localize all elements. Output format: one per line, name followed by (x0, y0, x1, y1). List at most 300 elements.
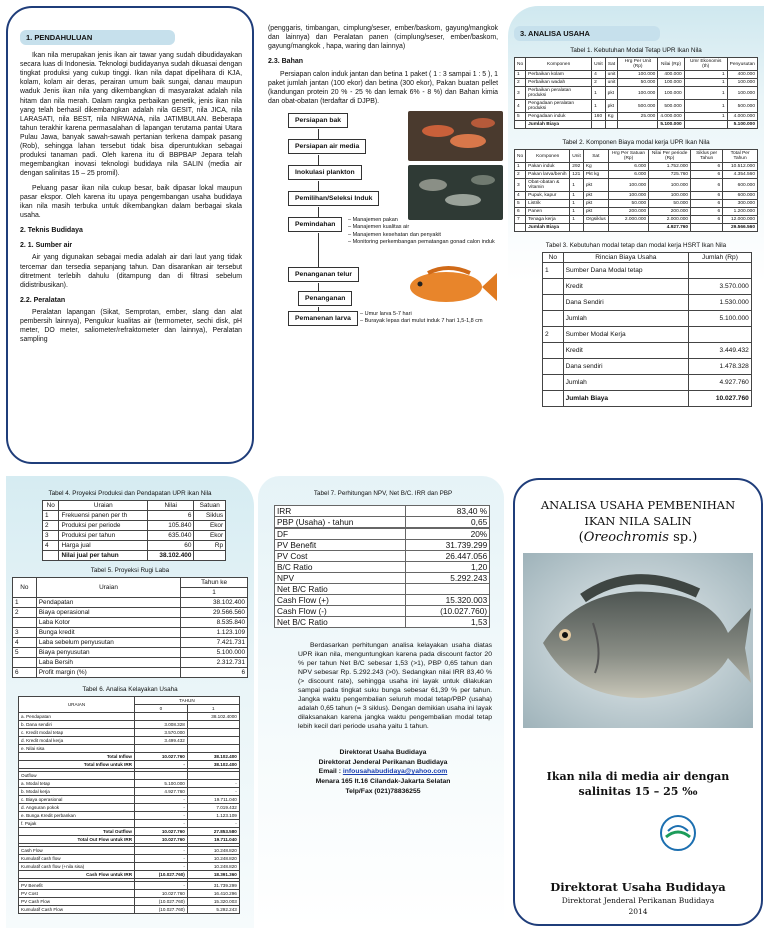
summary-text (298, 642, 492, 732)
table-row (19, 820, 240, 828)
table-cell: 100.000 (649, 179, 691, 192)
table-cell: 5.100.000 (658, 121, 684, 129)
table-header-cell: Siklus per Tahun (691, 150, 723, 163)
table-cell: Pengadaan induk (526, 113, 592, 121)
table-cell: pkt (605, 87, 618, 100)
table-cell (684, 121, 727, 129)
table-cell: 6 (181, 668, 248, 678)
table-row (19, 828, 240, 836)
table-row (515, 200, 758, 208)
table-cell: 38.102.4000 (187, 713, 239, 721)
table-cell: 27.853.580 (187, 828, 239, 836)
table-header-cell: No (515, 58, 526, 71)
table-cell: Cash Flow (-) (275, 606, 406, 617)
table-cell: 20% (406, 529, 490, 540)
table-cell: Ekor (194, 531, 226, 541)
larva-notes (360, 311, 483, 326)
table-cell: 1 (684, 100, 727, 113)
table-cell: 18.391.360 (187, 871, 239, 879)
table-cell: 635.040 (148, 531, 194, 541)
contact-email-link[interactable]: infousahabudidaya@yahoo.com (342, 768, 448, 776)
table-cell: 1 (570, 192, 584, 200)
table-cell: pkt (605, 100, 618, 113)
table-row (515, 163, 758, 171)
table-cell: 10.027.760 (135, 890, 188, 898)
table-cell: Total Inflow (19, 753, 135, 761)
table-cell (543, 359, 564, 375)
table-cell: 6 (691, 216, 723, 224)
contact-phone: Telp/Fax (021)78836255 (345, 788, 421, 796)
intro-paragraph-1: Ikan nila merupakan jenis ikan air tawar yang sudah dibudidayakan secara luas di Indonesia. Teknologi budidayanya sudah dikuasai dengan tingkat produksi yang cukup tinggi. Ikan nila dapat dipelihara di KJA, kolam, kolam air deras, perairan umum baik sungai, danau maupun waduk Jenis ikan nila yang dikembangkan di masyarakat adalah nila hitam dan nila merah. Dalam rangka perbaikan genetik, jenis ikan nila yang telah berhasil dikembangkan adalah nila GESIT, nila JICA, nila LARASATI, nila BEST, nila NIRWANA, nila JATIMBULAN. Beberapa tahun terakhir karena permasalahan di lapangan terutama pantai Utara Pulau Jawa, banyak sawah-sawah pertanian terkena dampak pasang (Rob), sehingga lahan tersebut tidak bisa diperuntukkan sebagai produksi tanaman padi. Oleh karena itu di BBPBAP Jepara telah megembangkan inovasi teknologi budidaya nila SALIN (media air dengan salinitas 15 – 25 promil). (20, 52, 242, 178)
table-cell: Jumlah Biaya (563, 391, 689, 407)
table-cell: Produksi per periode (59, 521, 148, 531)
table-cell: 10.027.760 (135, 836, 188, 844)
table-cell: Jumlah (563, 375, 689, 391)
table-cell: 29.566.560 (723, 224, 758, 232)
table-cell: PV Benefit (19, 882, 135, 890)
table-cell: pkt (583, 192, 608, 200)
table-cell: Rp (194, 541, 226, 551)
table-cell: 6 (13, 668, 37, 678)
table-cell: 3.499.432 (135, 737, 188, 745)
section-heading-pendahuluan: 1. PENDAHULUAN (20, 30, 175, 45)
t6-header: 1 (187, 705, 239, 713)
table-cell (187, 729, 239, 737)
table-cell: 50.000 (608, 200, 648, 208)
table-row (275, 529, 490, 540)
table-cell: 4.927.760 (135, 788, 188, 796)
table-cell: 6 (691, 171, 723, 179)
table-row (543, 311, 752, 327)
table-cell: d. Kredit modal kerja (19, 737, 135, 745)
table-cell: 10.248.820 (187, 855, 239, 863)
table-cell: Jumlah Biaya (526, 224, 570, 232)
table-cell (135, 745, 188, 753)
table-cell: 1,53 (406, 617, 490, 628)
table-row (13, 628, 248, 638)
table-row (19, 847, 240, 855)
table-row (515, 216, 758, 224)
table-cell (194, 551, 226, 561)
table-cell: PV Benefit (275, 540, 406, 551)
table-cell: 2 (592, 79, 606, 87)
flow-arrow (318, 129, 319, 139)
table-cell: - (135, 796, 188, 804)
table-row (19, 906, 240, 914)
table-cell: Total Outflow (19, 828, 135, 836)
table-row (13, 658, 248, 668)
table-cell: - (135, 882, 188, 890)
table-cell (689, 327, 752, 343)
table-row (543, 327, 752, 343)
table-cell (618, 121, 658, 129)
heading-teknis-budidaya: 2. Teknis Budidaya (20, 226, 83, 234)
table-cell: 4.927.760 (689, 375, 752, 391)
table-cell: unit (605, 79, 618, 87)
cover-org (523, 880, 753, 916)
table-cell: 1 (684, 113, 727, 121)
table-row (43, 531, 226, 541)
table-row (19, 737, 240, 745)
table-row (275, 617, 490, 628)
table-cell: 10.248.820 (187, 863, 239, 871)
table-cell (135, 713, 188, 721)
table-header-cell: Sat (605, 58, 618, 71)
table-cell (543, 375, 564, 391)
fish-photo-2 (408, 165, 503, 220)
table-cell: Cash Flow untuk IRR (19, 871, 135, 879)
table-row (19, 745, 240, 753)
table-cell: 1.123.109 (181, 628, 248, 638)
table-cell: 38.102.400 (187, 761, 239, 769)
table-cell: 3.570.000 (689, 279, 752, 295)
table-cell: - (135, 804, 188, 812)
table-cell: 83,40 % (406, 506, 490, 517)
table-cell: 38.102.400 (148, 551, 194, 561)
table-row (13, 608, 248, 618)
table-cell: 7 (515, 216, 526, 224)
table-cell: Biaya operasional (36, 608, 180, 618)
paragraph-sumber-air: Air yang digunakan sebagai media adalah air dari laut yang tidak tercemar dan tersedia sepanjang tahun. Dan disarankan air tersebut ditretment terlebih dahulu (ditampung dan di filtrasi sebelum didistribusikan). (20, 254, 242, 289)
table-cell: 3 (515, 87, 526, 100)
cover-subtitle-line2: salinitas 15 – 25 ‰ (578, 784, 698, 798)
table-cell: Nilai jual per tahun (59, 551, 148, 561)
table-cell: 60 (148, 541, 194, 551)
cover-subtitle (523, 769, 753, 800)
table-cell: B/C Ratio (275, 562, 406, 573)
contact-address: Menara 165 lt.16 Cilandak-Jakarta Selatan (315, 778, 451, 786)
table-row (19, 855, 240, 863)
table-cell: Siklus (194, 511, 226, 521)
table-cell: unit (605, 71, 618, 79)
table-cell: Pupuk, kapur (526, 192, 570, 200)
table-cell: Produksi per tahun (59, 531, 148, 541)
table-cell: Pakan induk (526, 163, 570, 171)
table-cell: PV Cash Flow (19, 898, 135, 906)
flow-step-seleksi-induk: Pemilihan/Seleksi Induk (288, 191, 379, 206)
table-cell (689, 263, 752, 279)
table-cell: 50.000 (618, 79, 658, 87)
table-produksi (42, 500, 226, 561)
table-cell: 400.000 (658, 71, 684, 79)
table-cell: Total Out Flow untuk IRR (19, 836, 135, 844)
table-cell: 2 (543, 327, 564, 343)
table-cell: Obat-obatan & Vitamin (526, 179, 570, 192)
table-cell: Profit margin (%) (36, 668, 180, 678)
table-cell: 1 (570, 200, 584, 208)
table-cell: Kredit (563, 343, 689, 359)
table-row (515, 179, 758, 192)
table-cell: 31.739.299 (187, 882, 239, 890)
table-cell: Perbaikan peralatan produksi (526, 87, 592, 100)
table-cell (583, 224, 608, 232)
table-cell: - (135, 820, 188, 828)
paragraph-peralatan: Peralatan lapangan (Sikat, Semprotan, ember, slang dan alat pembersih lainnya), Pengukur kualitas air (termometer, sechi disk, pH meter, DO meter, saliometer/refraktometer dan lainnya), Peralatan sampling (20, 309, 242, 344)
table-cell: (10.027.760) (135, 898, 188, 906)
heading-bahan: 2.3. Bahan (268, 58, 304, 66)
flow-arrow (318, 283, 319, 291)
note-item: – Manajemen kesehatan dan penyakit (348, 231, 441, 238)
table-row (43, 541, 226, 551)
table-cell (187, 721, 239, 729)
note-item: – Monitoring perkembangan pematangan gonad calon induk (348, 239, 495, 246)
table-cell: 1.478.328 (689, 359, 752, 375)
intro-text (20, 51, 242, 345)
table-cell: 1 (570, 179, 584, 192)
table-cell: 5 (13, 648, 37, 658)
table-cell: 600.000 (723, 179, 758, 192)
fish-photo-1 (408, 111, 503, 161)
table-cell: 15.320.003 (187, 898, 239, 906)
t6-header: TAHUN (135, 697, 240, 705)
table-cell: 10.027.760 (135, 753, 188, 761)
table-cell (543, 295, 564, 311)
table-cell: 3.008.328 (135, 721, 188, 729)
table-cell: 1 (43, 511, 59, 521)
table-cell: 100.000 (658, 87, 684, 100)
table-cell (605, 121, 618, 129)
table-cell: 1.123.109 (187, 812, 239, 820)
table-row (19, 898, 240, 906)
table-cell: 2 (515, 79, 526, 87)
table-header-cell: Komponen (526, 58, 592, 71)
paragraph-peralatan-cont: (penggaris, timbangan, cimplung/seser, ember/baskom, gayung/mangkok dan lainnya) dan Peralatan panen (cimplung/seser, ember/baskom, gayung/mangkok , hapa, waring dan lainnya) (268, 25, 498, 51)
table-cell: Laba sebelum penyusutan (36, 638, 180, 648)
table-cell: 25.000 (618, 113, 658, 121)
panel-npv (258, 476, 504, 928)
table-cell: 6 (691, 208, 723, 216)
t5-header: Tahun ke (181, 578, 248, 588)
table-cell: 3 (13, 628, 37, 638)
table-cell: c. Kredit modal tetap (19, 729, 135, 737)
table-cell: - (187, 780, 239, 788)
table-cell: 4.927.760 (649, 224, 691, 232)
table-header-cell: Uraian (59, 501, 148, 511)
table-cell: 3 (515, 179, 526, 192)
table-cell (187, 745, 239, 753)
table-cell: - (135, 847, 188, 855)
panel-pendahuluan (6, 6, 254, 464)
table-cell: b. Modal kerja (19, 788, 135, 796)
note-item: – Umur larva 5-7 hari (360, 311, 412, 317)
table-row (275, 506, 490, 517)
table-row (19, 882, 240, 890)
table-cell: 10.027.760 (135, 828, 188, 836)
table-row (515, 100, 758, 113)
table-cell: Perbaikan wadah (526, 79, 592, 87)
table-cell: (10.027.760) (406, 606, 490, 617)
t6-header: 0 (135, 705, 188, 713)
table-cell: Jumlah (563, 311, 689, 327)
table-cell (543, 343, 564, 359)
table-row (13, 638, 248, 648)
table-cell: Sumber Dana Modal tetap (563, 263, 689, 279)
table-header-cell: Hrg Per Satuan (Rp) (608, 150, 648, 163)
table-cell: 105.840 (148, 521, 194, 531)
table-cell: Cash Flow (+) (275, 595, 406, 606)
table-cell: 4 (515, 192, 526, 200)
table-cell: 3 (43, 531, 59, 541)
table-row (19, 804, 240, 812)
table-cell: Outflow (19, 772, 135, 780)
table-cell: pkt (583, 200, 608, 208)
table-row (515, 224, 758, 232)
table-cell: - (135, 761, 188, 769)
t5-header: No (13, 578, 37, 598)
flow-arrow (318, 155, 319, 165)
table-cell: 38.102.400 (181, 598, 248, 608)
table-cell: 10.027.760 (689, 391, 752, 407)
table-cell: Dana Sendiri (563, 295, 689, 311)
table-row (19, 761, 240, 769)
flow-arrow (318, 233, 319, 267)
table5-caption: Tabel 5. Proyeksi Rugi Laba (90, 567, 170, 574)
table-cell: (10.027.760) (135, 871, 188, 879)
table-cell: NPV (275, 573, 406, 584)
table-cell (515, 224, 526, 232)
table-cell: 100.000 (618, 71, 658, 79)
table-cell: Orgsiklus (583, 216, 608, 224)
table-row (19, 871, 240, 879)
table-cell: Jumlah Biaya (526, 121, 592, 129)
intro-paragraph-2: Peluang pasar ikan nila cukup besar, baik dipasar lokal maupun pasar ekspor. Oleh karena itu upaya pengembangan usaha budidaya ikan nila masih terbuka untuk dikembangkan dalam berbagai skala usaha. (20, 184, 242, 219)
table-cell: Net B/C Ratio (275, 584, 406, 595)
table-row (19, 713, 240, 721)
table-cell: 5.100.000 (181, 648, 248, 658)
table-cell: - (135, 863, 188, 871)
table-cell: Dana sendiri (563, 359, 689, 375)
table-cell: 1 (592, 87, 606, 100)
table-cell: Kumulatif cash flow (+nila sisa) (19, 863, 135, 871)
table-cell: 300.000 (723, 200, 758, 208)
table-cell: 2.000.000 (608, 216, 648, 224)
table-cell: 6.000 (608, 171, 648, 179)
table-cell: Ekor (194, 521, 226, 531)
cover-title-line1: ANALISA USAHA PEMBENIHAN (540, 498, 736, 512)
table-header-cell: Nilai (Rp) (658, 58, 684, 71)
table-row (275, 595, 490, 606)
table-cell: 1.200.000 (723, 208, 758, 216)
cover-subtitle-line1: Ikan nila di media air dengan (546, 769, 730, 783)
table-cell: 4 (592, 71, 606, 79)
table-cell: 6.000 (608, 163, 648, 171)
table-modal-tetap (514, 57, 758, 129)
table-cell: Laba Kotor (36, 618, 180, 628)
table-row (19, 772, 240, 780)
table-header-cell: Unit (592, 58, 606, 71)
orange-fish-illustration (398, 261, 498, 311)
table-cell: Kumulatif Cash Flow (19, 906, 135, 914)
table-hsrt (542, 252, 752, 407)
table-row (515, 87, 758, 100)
table-cell: 100.000 (727, 79, 757, 87)
table-cell: IRR (275, 506, 406, 517)
table-cell: 160 (592, 113, 606, 121)
flow-step-pemindahan: Pemindahan (288, 217, 342, 232)
table-cell (543, 279, 564, 295)
table-cell: e. Nilai sisa (19, 745, 135, 753)
table-cell: 0,65 (406, 517, 490, 528)
table-cell: 3.570.000 (135, 729, 188, 737)
table-cell: 3.449.432 (689, 343, 752, 359)
table-cell: e. Bunga Kredit perbankan (19, 812, 135, 820)
contact-email-line: Email : infousahabudidaya@yahoo.com (318, 768, 448, 776)
table-row (275, 562, 490, 573)
table-cell: a. Pendapatan (19, 713, 135, 721)
table-cell: 1 (684, 87, 727, 100)
table-cell: 1 (684, 79, 727, 87)
table-row (19, 836, 240, 844)
table-cell: 19.711.040 (187, 836, 239, 844)
table-row (515, 79, 758, 87)
table-cell: Total Inflow untuk IRR (19, 761, 135, 769)
table-row (13, 618, 248, 628)
table-row (19, 796, 240, 804)
table-cell: a. Modal tetap (19, 780, 135, 788)
table-row (19, 753, 240, 761)
table-row (275, 584, 490, 595)
table-cell: 725.760 (649, 171, 691, 179)
table-cell: 200.000 (649, 208, 691, 216)
table-cell: 1 (515, 163, 526, 171)
table-cell: Net B/C Ratio (275, 617, 406, 628)
table-cell: 1.752.000 (649, 163, 691, 171)
cover-title-line3: (Oreochromis sp.) (578, 530, 698, 546)
flow-step-inokulasi: Inokulasi plankton (288, 165, 362, 180)
table-row (275, 606, 490, 617)
table-cell: 5.100.000 (689, 311, 752, 327)
table-cell (592, 121, 606, 129)
table-cell: Bunga kredit (36, 628, 180, 638)
contact-block (268, 748, 498, 797)
table-row (543, 391, 752, 407)
table-cell: Listrik (526, 200, 570, 208)
table-row (13, 648, 248, 658)
t5-header: Uraian (36, 578, 180, 598)
table-cell: - (187, 820, 239, 828)
cover-title-line2: IKAN NILA SALIN (584, 513, 692, 528)
table-cell: - (187, 788, 239, 796)
table-cell: - (135, 812, 188, 820)
table-cell (187, 772, 239, 780)
table-cell: 4.000.000 (727, 113, 757, 121)
table-row (19, 812, 240, 820)
table-row (19, 890, 240, 898)
table-header-cell: Rincian Biaya Usaha (563, 253, 689, 263)
flow-step-persiapan-air: Persiapan air media (288, 139, 366, 154)
table6-caption: Tabel 6. Analisa Kelayakan Usaha (82, 686, 178, 693)
table-cell: Frekuensi panen per th (59, 511, 148, 521)
table-header-cell: Nilai Per periode (Rp) (649, 150, 691, 163)
summary-paragraph: Berdasarkan perhitungan analisa kelayakan usaha diatas UPR ikan nila, menguntungkan karena pada discount factor 20 % per tahun Net B/C sebesar 1,53 (>1), PBP 0,65 tahun dan NPV sebesar Rp. 5.292.243 (>0). Sedangkan nilai IRR 83,40 % (> discount rate), sehingga usaha ini layak untuk dilakukan sampai pada tingkat suku bunga sebesar 61,39 % per tahun. Jangka waktu pengembalian seluruh modal tetap/PBP (usaha) adalah 0,65 tahun (= 3 siklus). Dengan demikian usaha ini layak dilaksanakan karena jangka waktu pengembalian modal tetap lebih kecil dari periode usaha yaitu 1 tahun. (298, 642, 492, 730)
table-header-cell: Sat (583, 150, 608, 163)
table-cell: Pendapatan (36, 598, 180, 608)
table-row (43, 551, 226, 561)
table-cell: d. Angsuran pokok (19, 804, 135, 812)
management-notes (348, 217, 495, 247)
table-row (275, 551, 490, 562)
note-item: – Manajemen pakan (348, 217, 398, 223)
table-cell: - (135, 855, 188, 863)
table-row (543, 375, 752, 391)
table-header-cell: Hrg Per Unit (Rp) (618, 58, 658, 71)
table-cell: 15.320.003 (406, 595, 490, 606)
table-header-cell: Komponen (526, 150, 570, 163)
table-cell: 31.739.299 (406, 540, 490, 551)
table-cell: 100.000 (658, 79, 684, 87)
table-cell: 38.102.400 (187, 753, 239, 761)
table-cell: 6 (691, 163, 723, 171)
